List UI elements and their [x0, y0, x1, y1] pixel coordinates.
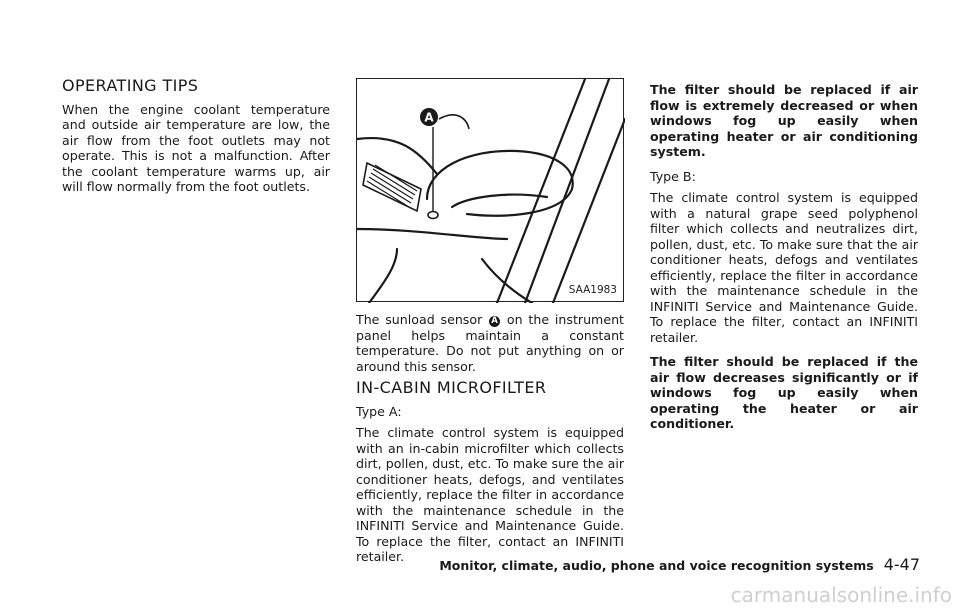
operating-tips-paragraph: When the engine coolant temperature and outside air temperature are low, the air flow from the foot outlets may not operate. This is not a malfunction. After the coolant temperature warms up, air will flow normally from the foot outlets.: [62, 101, 330, 194]
type-b-label: Type B:: [650, 168, 696, 184]
sunload-sensor-paragraph: [356, 312, 624, 374]
section-heading-operating-tips: OPERATING TIPS: [62, 76, 199, 95]
sensor-marker-icon: A: [489, 316, 500, 327]
figure-code: SAA1983: [568, 283, 617, 296]
type-b-paragraph: The climate control system is equipped with a natural grape seed polyphenol filter which collects and neutralizes dirt, pollen, dust, etc. To make sure that the air conditioner heats, defogs and ventilates efficiently, replace the filter in accordance with the maintenance schedule in the INFINITI Service and Maintenance Guide. To replace the filter, contact an INFINITI retailer.: [650, 190, 918, 345]
page-number: 4-47: [883, 555, 920, 574]
page-footer: [439, 555, 920, 574]
footer-section-title: Monitor, climate, audio, phone and voice recognition systems: [439, 558, 874, 573]
column-middle: [356, 78, 624, 574]
column-left: [62, 78, 330, 204]
sensor-text-pre: The sunload sensor: [356, 312, 489, 327]
sunload-sensor-figure: [356, 78, 624, 302]
dashboard-illustration: [357, 79, 625, 303]
sensor-text-post: on the instrument panel helps maintain a constant temperature. Do not put anything on or around this sensor.: [356, 312, 624, 374]
watermark: carmanualsonline.info: [730, 583, 952, 607]
filter-warning-b: The filter should be replaced if the air flow decreases significantly or if windows fog up easily when operating the heater or air conditioner.: [650, 354, 918, 431]
callout-label: A: [424, 110, 434, 125]
type-a-paragraph: The climate control system is equipped with an in-cabin microfilter which collects dirt, pollen, dust, etc. To make sure the air conditioner heats, defogs, and ventilates efficiently, replace the filter in accordance with the maintenance schedule in the INFINITI Service and Maintenance Guide. To replace the filter, contact an INFINITI retailer.: [356, 425, 624, 564]
section-heading-in-cabin-microfilter: IN-CABIN MICROFILTER: [356, 378, 547, 397]
filter-warning-a: The filter should be replaced if air flow is extremely decreased or when windows fog up easily when operating heater or air conditioning system.: [650, 82, 918, 159]
type-a-label: Type A:: [356, 403, 402, 419]
column-right: [650, 82, 918, 441]
